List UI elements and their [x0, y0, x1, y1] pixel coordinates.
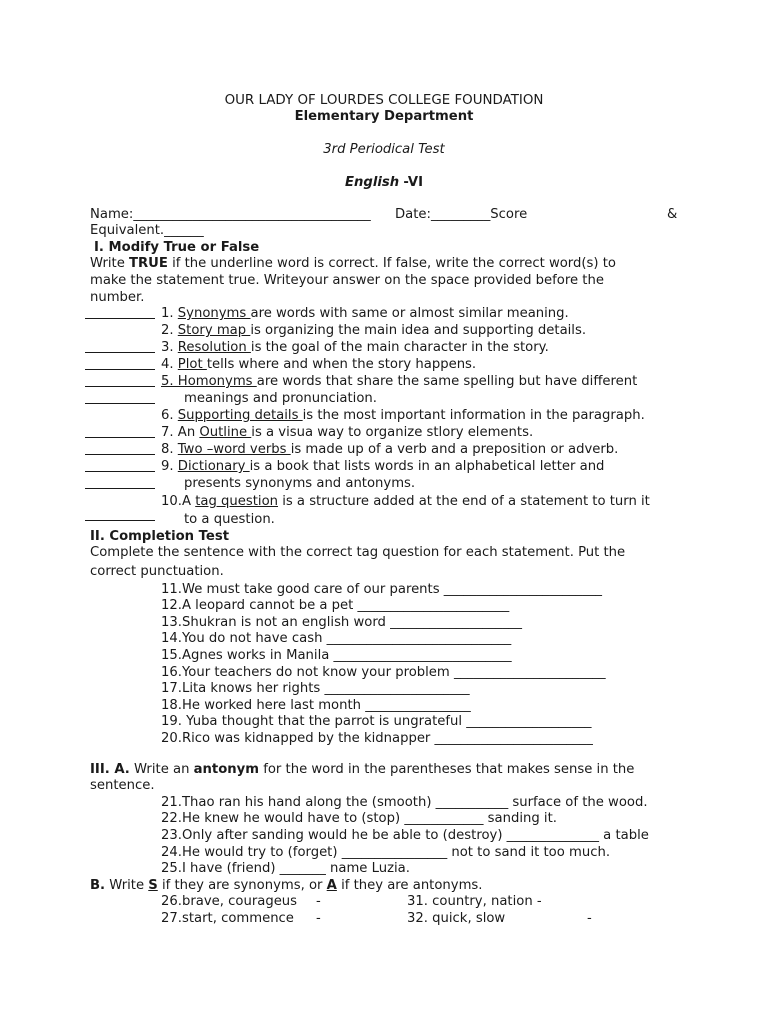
part3b-label: B.: [90, 878, 106, 893]
item-post: is a visua way to organize stlory elements.: [251, 425, 534, 440]
answer-blank-4: [85, 369, 155, 370]
subject: English: [345, 175, 400, 190]
equivalent-field: Equivalent.______: [90, 223, 204, 238]
answer-blank-5b: [85, 403, 155, 404]
completion-item: 15.Agnes works in Manila ___________________________: [161, 648, 512, 663]
part1-instruction-2: make the statement true. Writeyour answer on the space provided before the: [90, 273, 604, 288]
item-pre: An: [177, 425, 200, 440]
name-field: Name:____________________________________: [90, 207, 371, 222]
instr-text: Write an: [129, 762, 194, 777]
antonym-letter: A: [326, 878, 337, 893]
pair-item: 31. country, nation -: [407, 894, 542, 909]
item-number: 3.: [161, 340, 174, 355]
item-underlined: Two –word verbs: [177, 442, 291, 457]
antonym-keyword: antonym: [193, 762, 260, 777]
item-post: are words that share the same spelling but have different: [256, 374, 638, 389]
subject-line: [0, 175, 768, 191]
part3-label: III. A.: [90, 762, 130, 777]
completion-item: 14.You do not have cash ____________________________: [161, 631, 512, 646]
pair-dash: -: [587, 911, 592, 926]
item-post: is organizing the main idea and supporting details.: [250, 323, 587, 338]
item-number: 10.: [161, 494, 182, 509]
completion-item: 19. Yuba thought that the parrot is ungrateful ___________________: [161, 714, 592, 729]
pair-dash: -: [316, 911, 321, 926]
tf-item: [161, 494, 650, 510]
tf-item-continuation: to a question.: [184, 512, 275, 527]
tf-item: [161, 306, 569, 322]
date-score-field: Date:_________Score: [395, 207, 528, 222]
completion-item: 18.He worked here last month ________________: [161, 698, 471, 713]
true-keyword: TRUE: [129, 256, 168, 271]
item-post: is a book that lists words in an alphabetical letter and: [249, 459, 605, 474]
completion-item: 20.Rico was kidnapped by the kidnapper ________________________: [161, 731, 593, 746]
item-pre: A: [181, 494, 196, 509]
instr-text: if they are antonyms.: [336, 878, 483, 893]
tf-item: [161, 340, 549, 356]
tf-item: [161, 374, 637, 390]
item-underlined: tag question: [195, 494, 278, 509]
completion-item: 13.Shukran is not an english word ____________________: [161, 615, 522, 630]
answer-blank-10: [85, 520, 155, 521]
pair-item: 26.brave, courageus: [161, 894, 298, 909]
answer-blank-9: [85, 471, 155, 472]
part1-instruction-1: [90, 256, 616, 272]
item-post: is made up of a verb and a preposition or adverb.: [290, 442, 619, 457]
item-post: is the most important information in the paragraph.: [302, 408, 645, 423]
tf-item-continuation: presents synonyms and antonyms.: [184, 476, 416, 491]
pair-item: 32. quick, slow: [407, 911, 506, 926]
item-post: tells where and when the story happens.: [206, 357, 477, 372]
school-name: OUR LADY OF LOURDES COLLEGE FOUNDATION: [224, 93, 544, 108]
answer-blank-7: [85, 437, 155, 438]
item-underlined: Supporting details: [177, 408, 303, 423]
item-underlined: Resolution: [177, 340, 251, 355]
antonym-item: 25.I have (friend) _______ name Luzia.: [161, 861, 410, 876]
tf-item: [161, 323, 586, 339]
tf-item: [161, 408, 645, 424]
item-post: are words with same or almost similar meaning.: [250, 306, 569, 321]
synonym-letter: S: [148, 878, 158, 893]
completion-item: 16.Your teachers do not know your problem _______________________: [161, 665, 606, 680]
answer-blank-3: [85, 352, 155, 353]
ampersand: &: [667, 207, 678, 222]
item-underlined: Dictionary: [177, 459, 250, 474]
test-title: 3rd Periodical Test: [323, 142, 445, 157]
part2-heading: II. Completion Test: [90, 529, 230, 544]
instr-text: if the underline word is correct. If false, write the correct word(s) to: [167, 256, 616, 271]
tf-item: [161, 459, 604, 475]
answer-blank-5: [85, 386, 155, 387]
item-number: 2.: [161, 323, 174, 338]
instr-text: if they are synonyms, or: [157, 878, 327, 893]
antonym-item: 23.Only after sanding would he be able to (destroy) ______________ a table: [161, 828, 649, 843]
item-number: 4.: [161, 357, 174, 372]
item-number: 9.: [161, 459, 174, 474]
item-underlined: Outline: [199, 425, 252, 440]
antonym-item: 21.Thao ran his hand along the (smooth) ___________ surface of the wood.: [161, 795, 648, 810]
instr-text: for the word in the parentheses that makes sense in the: [259, 762, 635, 777]
instr-text: Write: [105, 878, 149, 893]
tf-item: [161, 425, 533, 441]
tf-item-continuation: meanings and pronunciation.: [184, 391, 377, 406]
antonym-item: 24.He would try to (forget) ________________ not to sand it too much.: [161, 845, 611, 860]
subject-level: -VI: [403, 175, 423, 190]
part3b-instruction: [90, 878, 483, 894]
pair-dash: -: [316, 894, 321, 909]
item-post: is the goal of the main character in the story.: [250, 340, 549, 355]
item-number: 7.: [161, 425, 174, 440]
completion-item: 17.Lita knows her rights ______________________: [161, 681, 470, 696]
answer-blank-1: [85, 318, 155, 319]
item-underlined: Plot: [177, 357, 207, 372]
item-number: 1.: [161, 306, 174, 321]
answer-blank-8: [85, 454, 155, 455]
tf-item: [161, 442, 618, 458]
item-underlined: Synonyms: [177, 306, 251, 321]
antonym-item: 22.He knew he would have to (stop) ____________ sanding it.: [161, 811, 557, 826]
part1-instruction-3: number.: [90, 290, 145, 305]
department: Elementary Department: [294, 109, 474, 124]
item-number: 6.: [161, 408, 174, 423]
item-underlined: Story map: [177, 323, 251, 338]
pair-item: 27.start, commence: [161, 911, 294, 926]
item-underlined: 5. Homonyms: [161, 374, 257, 389]
completion-item: 12.A leopard cannot be a pet _______________________: [161, 598, 510, 613]
answer-blank-9b: [85, 488, 155, 489]
part2-instruction-1: Complete the sentence with the correct tag question for each statement. Put the: [90, 545, 626, 560]
item-post: is a structure added at the end of a statement to turn it: [278, 494, 650, 509]
item-number: 8.: [161, 442, 174, 457]
part1-heading: I. Modify True or False: [94, 240, 260, 255]
tf-item: [161, 357, 476, 373]
part3-instruction-1: [90, 762, 634, 778]
instr-text: Write: [90, 256, 130, 271]
part2-instruction-2: correct punctuation.: [90, 564, 224, 579]
part3-instruction-2: sentence.: [90, 778, 155, 793]
completion-item: 11.We must take good care of our parents ________________________: [161, 582, 603, 597]
